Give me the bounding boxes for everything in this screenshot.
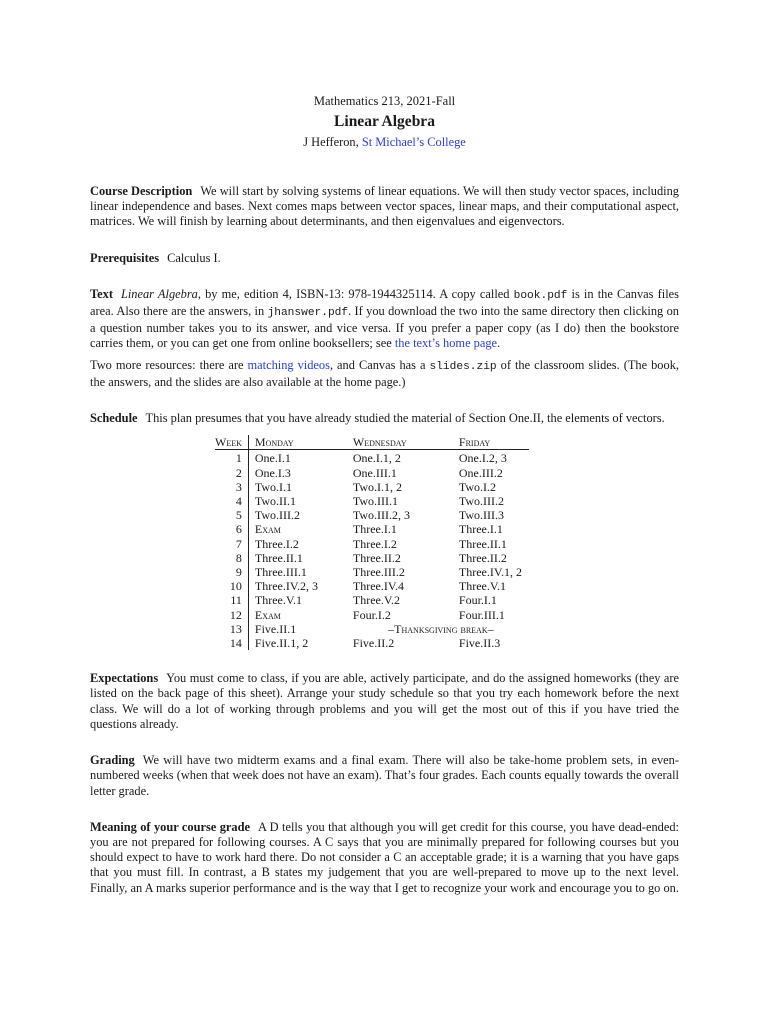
expectations-text: You must come to class, if you are able, actively participate, and do the assigned homeworks (they are listed on the back page of this sheet). Arrange your study schedule so that you try each homework before the next class. We will do a lot of working through problems and you will get the most out of this if you have tried the questions already. (90, 671, 679, 731)
week-cell: 1 (215, 450, 248, 466)
text-part-a: , by me, edition 4, ISBN-13: 978-1944325114. A copy called (197, 286, 514, 301)
grading-heading: Grading (90, 753, 135, 768)
week-cell: 14 (215, 636, 248, 650)
text-part-d: . (497, 336, 501, 351)
week-cell: 10 (215, 579, 248, 593)
expectations-heading: Expectations (90, 671, 159, 686)
week-cell: 4 (215, 494, 248, 508)
document-page (90, 94, 679, 896)
book-title: Linear Algebra (120, 286, 198, 301)
table-row (215, 522, 529, 536)
column-header-week: Week (215, 435, 248, 450)
wednesday-cell: One.III.1 (352, 465, 397, 480)
document-header (90, 94, 679, 150)
friday-cell: Three.II.2 (458, 550, 507, 565)
table-row (215, 608, 529, 622)
table-row (215, 450, 529, 466)
monday-cell: Two.I.1 (254, 479, 293, 494)
resources-paragraph (90, 358, 679, 390)
prerequisites (90, 251, 679, 266)
wednesday-cell: One.I.1, 2 (352, 451, 401, 466)
answers-file: jhanswer.pdf (267, 307, 349, 320)
friday-cell: Four.III.1 (458, 607, 505, 622)
prerequisites-heading: Prerequisites (90, 250, 160, 265)
wednesday-cell: Three.IV.4 (352, 579, 404, 594)
wednesday-cell: Three.I.1 (352, 522, 397, 537)
monday-cell: Two.III.2 (254, 508, 301, 523)
week-cell: 8 (215, 551, 248, 565)
column-header-monday: Monday (248, 435, 353, 450)
grade-meaning-heading: Meaning of your course grade (90, 819, 250, 834)
friday-cell: One.I.2, 3 (458, 451, 507, 466)
table-row (215, 466, 529, 480)
monday-cell: Exam (254, 607, 281, 622)
friday-cell: One.III.2 (458, 465, 503, 480)
grade-meaning-text: A D tells you that although you will get credit for this course, you have dead-ended: you are not prepared for following courses. A C says that you are minimally prepared for following courses but you should expect to have to work hard there. Do not consider a C an acceptable grade; it is a warning that you have gaps that you must fill. In contrast, a B states my judgement that you are well-prepared to move up to the next level. Finally, an A marks superior performance and is the way that I get to recognize your work and encourage you to go on. (90, 819, 679, 895)
wednesday-cell: Three.III.2 (352, 565, 405, 580)
resources-part-a: Two more resources: there are (90, 357, 248, 372)
schedule-text: This plan presumes that you have already studied the material of Section One.II, the elements of vectors. (145, 411, 665, 426)
table-row (215, 480, 529, 494)
resources-part-c: of the classroom slides. (The book, the answers, and the slides are also available at the home page.) (90, 357, 679, 389)
wednesday-cell: Four.I.2 (352, 607, 391, 622)
friday-cell: Two.I.2 (458, 479, 497, 494)
monday-cell: Three.IV.2, 3 (254, 579, 318, 594)
monday-cell: Five.II.1 (254, 621, 297, 636)
course-name: Mathematics 213, 2021-Fall (313, 94, 456, 108)
week-cell: 9 (215, 565, 248, 579)
monday-cell: One.I.3 (254, 465, 291, 480)
course-description-text: We will start by solving systems of linear equations. We will then study vector spaces, including linear independence and bases. Next comes maps between vector spaces, linear maps, and their computational aspect, matrices. We will finish by learning about determinants, and then eigenvalues and eigenvectors. (90, 184, 680, 229)
wednesday-cell: Three.I.2 (352, 536, 397, 551)
friday-cell: Five.II.3 (458, 636, 501, 651)
grade-meaning (90, 820, 679, 896)
week-cell: 6 (215, 522, 248, 536)
book-file: book.pdf (513, 289, 568, 302)
schedule-table (215, 435, 529, 650)
schedule-header-row (215, 435, 529, 450)
friday-cell: Three.II.1 (458, 536, 507, 551)
matching-videos-link[interactable]: matching videos (247, 357, 330, 372)
author-line (90, 135, 679, 150)
table-row (215, 508, 529, 522)
prerequisites-text: Calculus I. (167, 250, 221, 265)
wednesday-cell: Two.III.1 (352, 494, 399, 509)
text-heading: Text (90, 286, 113, 301)
author-name: J Hefferon, (303, 135, 359, 149)
page-title: Linear Algebra (334, 113, 435, 130)
table-row (215, 565, 529, 579)
friday-cell: Three.I.1 (458, 522, 503, 537)
monday-cell: Exam (254, 522, 281, 537)
wednesday-cell: Three.II.2 (352, 550, 401, 565)
friday-cell: Four.I.1 (458, 593, 497, 608)
table-row (215, 636, 529, 650)
table-row (215, 494, 529, 508)
table-row (215, 579, 529, 593)
wednesday-cell: Five.II.2 (352, 636, 395, 651)
monday-cell: Two.II.1 (254, 494, 297, 509)
column-header-wednesday: Wednesday (353, 435, 459, 450)
column-header-friday: Friday (459, 435, 529, 450)
break-cell: –Thanksgiving break– (388, 621, 494, 636)
schedule-body (215, 450, 529, 650)
grading (90, 753, 679, 799)
table-row (215, 593, 529, 607)
week-cell: 13 (215, 622, 248, 636)
text-part-b: is in the Canvas files area. Also there are the answers, in (90, 286, 679, 319)
slides-file: slides.zip (429, 360, 497, 373)
monday-cell: Three.V.1 (254, 593, 302, 608)
week-cell: 2 (215, 466, 248, 480)
text-part-c: . If you download the two into the same directory then clicking on a question number takes you to its answer, and vice versa. If you prefer a paper copy (as I do) then the bookstore carries them, or you can get one from online booksellers; see (90, 304, 679, 351)
course-description-heading: Course Description (90, 184, 193, 198)
monday-cell: Three.III.1 (254, 565, 307, 580)
week-cell: 3 (215, 480, 248, 494)
friday-cell: Two.III.3 (458, 508, 505, 523)
wednesday-cell: Three.V.2 (352, 593, 400, 608)
schedule-heading: Schedule (90, 411, 138, 426)
schedule (90, 411, 679, 426)
monday-cell: Three.I.2 (254, 536, 299, 551)
week-cell: 7 (215, 537, 248, 551)
week-cell: 5 (215, 508, 248, 522)
resources-part-b: , and Canvas has a (329, 357, 430, 372)
table-row (215, 537, 529, 551)
expectations (90, 671, 679, 732)
friday-cell: Three.IV.1, 2 (458, 565, 522, 580)
monday-cell: Three.II.1 (254, 550, 303, 565)
week-cell: 11 (215, 593, 248, 607)
wednesday-cell: Two.I.1, 2 (352, 479, 403, 494)
week-cell: 12 (215, 608, 248, 622)
monday-cell: One.I.1 (254, 451, 291, 466)
college-link[interactable]: St Michael’s College (361, 135, 466, 149)
table-row (215, 622, 529, 636)
text-section (90, 287, 679, 352)
table-row (215, 551, 529, 565)
grading-text: We will have two midterm exams and a final exam. There will also be take-home problem sets, in even-numbered weeks (when that week does not have an exam). That’s four grades. Each counts equally towards the overall letter grade. (90, 753, 679, 798)
friday-cell: Three.V.1 (458, 579, 506, 594)
wednesday-cell: Two.III.2, 3 (352, 508, 411, 523)
course-description (90, 184, 679, 230)
monday-cell: Five.II.1, 2 (254, 636, 309, 651)
text-home-page-link[interactable]: the text’s home page (394, 336, 498, 351)
friday-cell: Two.III.2 (458, 494, 505, 509)
